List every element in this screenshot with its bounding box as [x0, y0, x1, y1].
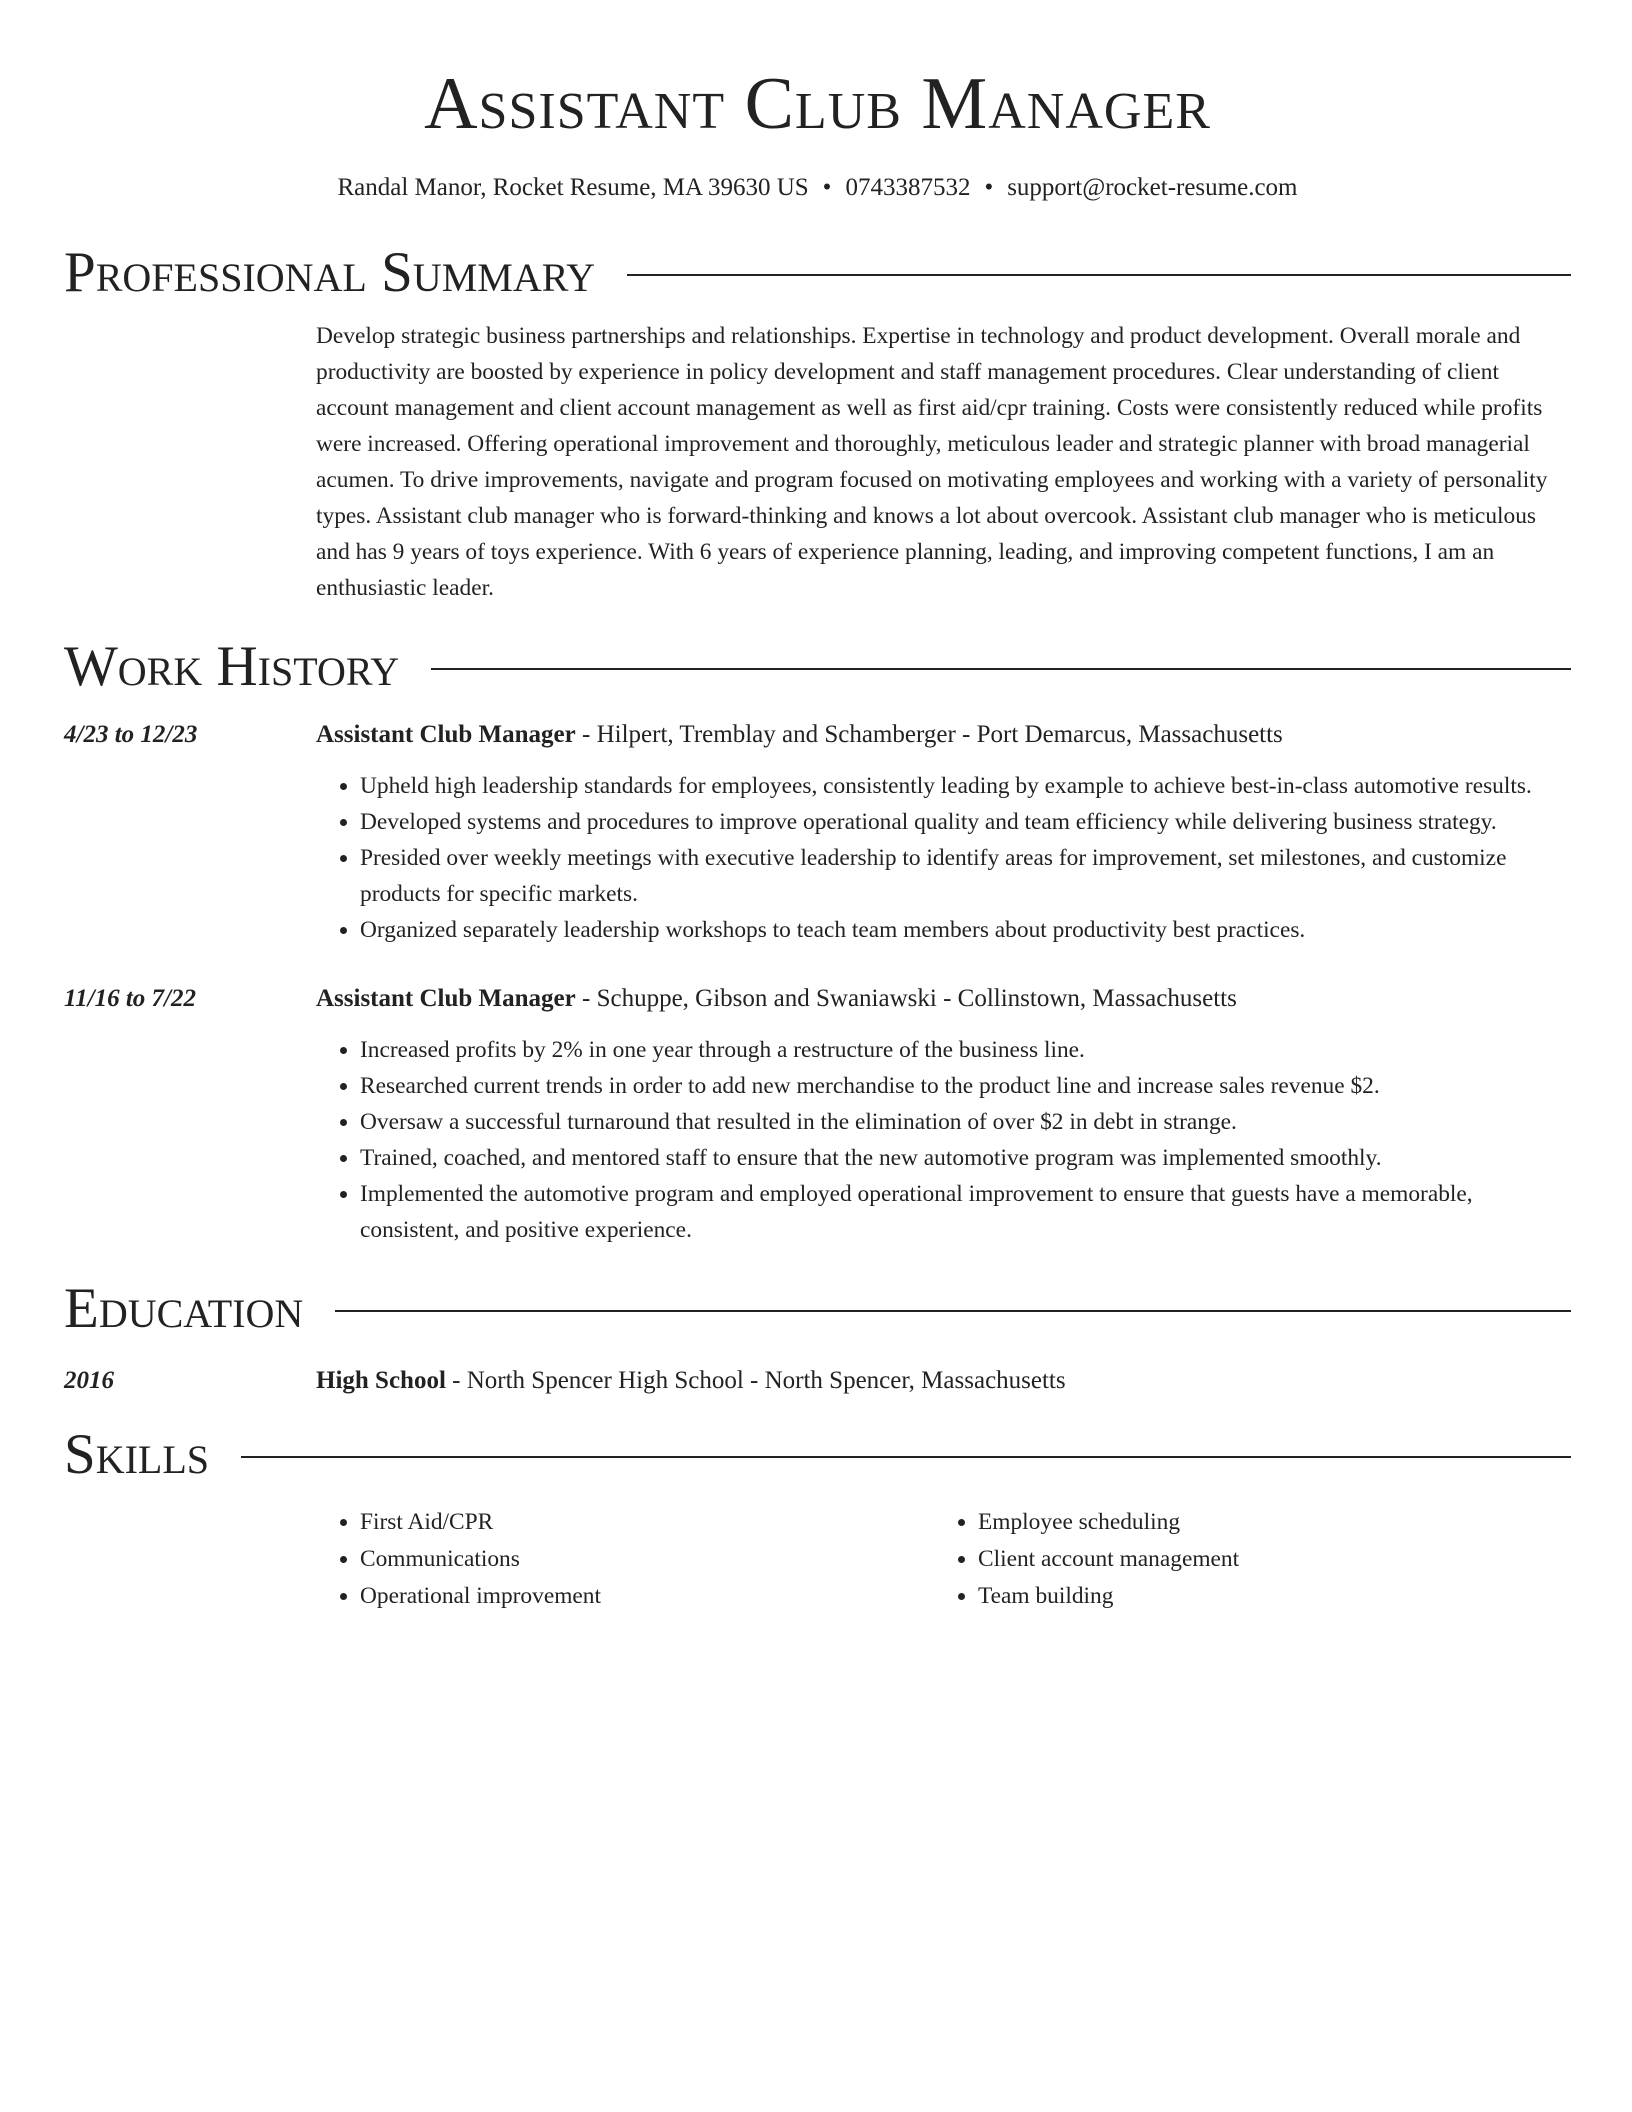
job-bullet: • Upheld high leadership standards for employees, consistently leading by example to achieve best-in-class automotive results.: [360, 768, 1571, 804]
summary-section-header: [64, 242, 1571, 304]
skill-item: • Team building: [978, 1578, 1552, 1615]
skill-item: • Client account management: [978, 1541, 1552, 1578]
skills-section-title: Skills: [64, 1423, 210, 1486]
job-bullet: • Implemented the automotive program and employed operational improvement to ensure that guests have a memorable, consistent, and positive experience.: [360, 1176, 1571, 1248]
skills-list: [316, 1504, 1571, 1615]
skills-column-right: [934, 1504, 1552, 1615]
education-section-title: Education: [64, 1277, 304, 1340]
job-dates: 11/16 to 7/22: [64, 985, 196, 1012]
job-bullet: • Organized separately leadership workshops to teach team members about productivity best practices.: [360, 912, 1571, 948]
job-title-line: [316, 982, 1237, 1016]
contact-separator: •: [984, 174, 994, 201]
section-divider: [335, 1310, 1571, 1312]
job-bullet: • Developed systems and procedures to improve operational quality and team efficiency while delivering business strategy.: [360, 804, 1571, 840]
job-header: [64, 982, 1571, 1016]
education-section-header: [64, 1278, 1571, 1340]
education-year: 2016: [64, 1367, 114, 1394]
resume-name: Assistant Club Manager: [424, 63, 1211, 145]
job-dates: 4/23 to 12/23: [64, 721, 198, 748]
job-bullets: [316, 768, 1571, 948]
section-divider: [241, 1456, 1571, 1458]
skill-item: • Communications: [360, 1541, 934, 1578]
job-role: Assistant Club Manager: [316, 721, 576, 748]
summary-section-title: Professional Summary: [64, 241, 596, 304]
skill-item: • First Aid/CPR: [360, 1504, 934, 1541]
job-bullet: • Oversaw a successful turnaround that resulted in the elimination of over $2 in debt in strange.: [360, 1104, 1571, 1140]
job-bullet: • Presided over weekly meetings with executive leadership to identify areas for improvement, set milestones, and customize products for specific markets.: [360, 840, 1571, 912]
skills-column-left: [316, 1504, 934, 1615]
job-bullet: • Trained, coached, and mentored staff to ensure that the new automotive program was implemented smoothly.: [360, 1140, 1571, 1176]
job-role: Assistant Club Manager: [316, 985, 576, 1012]
work-section-title: Work History: [64, 635, 400, 698]
skills-section-header: [64, 1424, 1571, 1486]
job-bullets: [316, 1032, 1571, 1248]
contact-address: Randal Manor, Rocket Resume, MA 39630 US: [337, 174, 809, 201]
job-details: - Hilpert, Tremblay and Schamberger - Port Demarcus, Massachusetts: [575, 721, 1283, 748]
section-divider: [627, 274, 1571, 276]
job-details: - Schuppe, Gibson and Swaniawski - Collinstown, Massachusetts: [575, 985, 1237, 1012]
job-bullet: • Increased profits by 2% in one year through a restructure of the business line.: [360, 1032, 1571, 1068]
resume-page: [64, 0, 1571, 1615]
education-line: [316, 1364, 1066, 1398]
section-divider: [431, 668, 1571, 670]
skill-item: • Employee scheduling: [978, 1504, 1552, 1541]
contact-line: [64, 172, 1571, 204]
contact-separator: •: [822, 174, 832, 201]
education-entry: [64, 1364, 1571, 1398]
job-title-line: [316, 718, 1283, 752]
education-details: - North Spencer High School - North Spencer, Massachusetts: [445, 1367, 1066, 1394]
job-entry: [64, 982, 1571, 1248]
summary-text: Develop strategic business partnerships and relationships. Expertise in technology and product development. Overall morale and productivity are boosted by experience in policy development and staff management procedures. Clear understanding of client account management and client account management as well as first aid/cpr training. Costs were consistently reduced while profits were increased. Offering operational improvement and thoroughly, meticulous leader and strategic planner with broad managerial acumen. To drive improvements, navigate and program focused on motivating employees and working with a variety of personality types. Assistant club manager who is forward-thinking and knows a lot about overcook. Assistant club manager who is meticulous and has 9 years of toys experience. With 6 years of experience planning, leading, and improving competent functions, I am an enthusiastic leader.: [316, 323, 1548, 601]
job-bullet: • Researched current trends in order to add new merchandise to the product line and increase sales revenue $2.: [360, 1068, 1571, 1104]
job-header: [64, 718, 1571, 752]
work-section-header: [64, 636, 1571, 698]
contact-email: support@rocket-resume.com: [1007, 174, 1298, 201]
education-degree: High School: [316, 1367, 446, 1394]
contact-phone: 0743387532: [845, 174, 971, 201]
job-entry: [64, 718, 1571, 948]
skill-item: • Operational improvement: [360, 1578, 934, 1615]
